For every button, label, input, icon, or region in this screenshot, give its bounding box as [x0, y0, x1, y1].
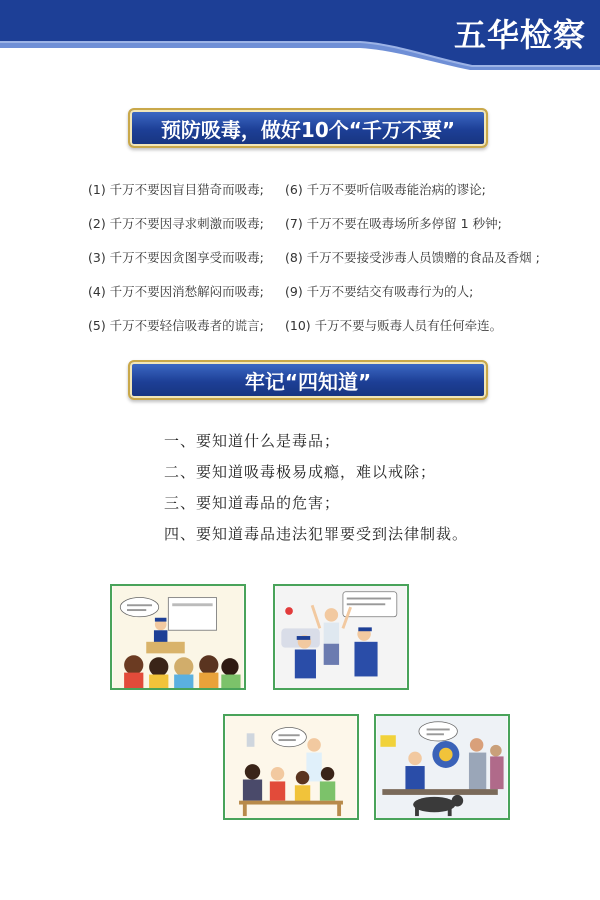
know-item: 四、要知道毒品违法犯罪要受到法律制裁。	[164, 525, 469, 543]
arrest-cartoon	[275, 586, 407, 688]
rule-item: (8) 千万不要接受涉毒人员馈赠的食品及香烟 ;	[285, 250, 540, 265]
rules-row	[88, 248, 568, 282]
rules-list	[88, 180, 568, 350]
section-banner-ten-donts: 预防吸毒，做好10个“千万不要”	[128, 108, 488, 148]
know-item: 一、要知道什么是毒品；	[164, 432, 341, 450]
family-cartoon	[225, 716, 357, 818]
four-knows-list	[164, 430, 584, 554]
rule-item: (2) 千万不要因寻求刺激而吸毒;	[88, 216, 264, 231]
section-banner-four-knows: 牢记“四知道”	[128, 360, 488, 400]
illustration-lecture	[110, 584, 246, 690]
rules-row	[88, 316, 568, 350]
lecture-cartoon	[112, 586, 244, 688]
rule-item: (7) 千万不要在吸毒场所多停留 1 秒钟;	[285, 216, 502, 231]
rule-item: (3) 千万不要因贪图享受而吸毒;	[88, 250, 264, 265]
rule-item: (6) 千万不要听信吸毒能治病的谬论;	[285, 182, 486, 197]
know-item: 二、要知道吸毒极易成瘾，难以戒除；	[164, 463, 437, 481]
rule-item: (4) 千万不要因消愁解闷而吸毒;	[88, 284, 264, 299]
header-band	[0, 0, 600, 80]
rule-item: (10) 千万不要与贩毒人员有任何牵连。	[285, 318, 503, 333]
illustration-police-dog	[374, 714, 510, 820]
rule-item: (5) 千万不要轻信吸毒者的谎言;	[88, 318, 264, 333]
police-dog-cartoon	[376, 716, 508, 818]
rule-item: (1) 千万不要因盲目猎奇而吸毒;	[88, 182, 264, 197]
illustration-family	[223, 714, 359, 820]
rules-row	[88, 180, 568, 214]
rules-row	[88, 214, 568, 248]
illustration-arrest	[273, 584, 409, 690]
rules-row	[88, 282, 568, 316]
brand-title: 五华检察	[453, 16, 586, 54]
know-item: 三、要知道毒品的危害；	[164, 494, 341, 512]
rule-item: (9) 千万不要结交有吸毒行为的人;	[285, 284, 474, 299]
